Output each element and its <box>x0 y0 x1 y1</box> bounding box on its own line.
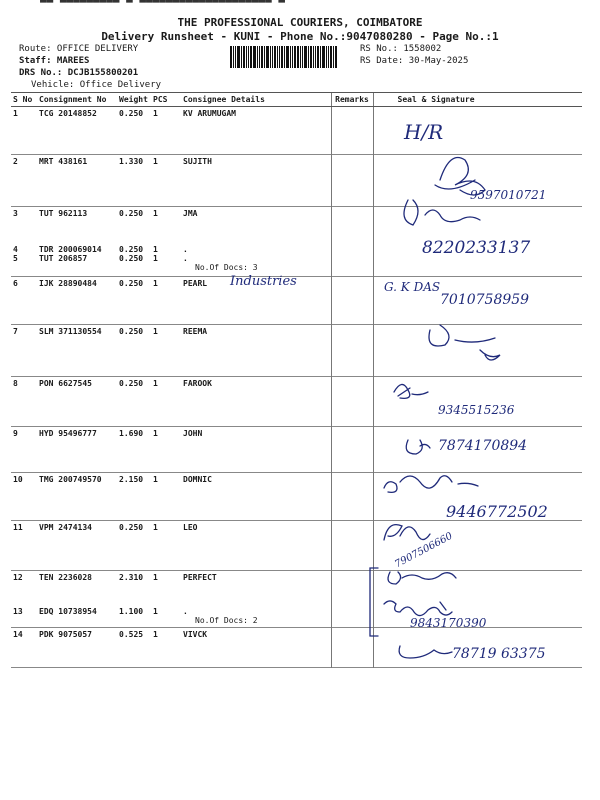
weight: 1.330 <box>119 157 144 166</box>
sno: 14 <box>13 629 23 639</box>
name-a: . <box>183 244 188 254</box>
docs-count: No.Of Docs: 2 <box>195 615 258 625</box>
signature-10 <box>384 476 478 493</box>
signature-2 <box>435 158 485 196</box>
vehicle-label: Vehicle: Office Delivery <box>31 80 162 90</box>
consignee: PEARL <box>183 279 208 288</box>
consignee: LEO <box>183 523 198 532</box>
weight: 0.525 <box>119 629 144 639</box>
col-pcs: PCS <box>151 93 181 107</box>
pcs: 1 <box>153 279 158 288</box>
consignee: PERFECT <box>183 573 217 582</box>
handwritten-phone: 8220233137 <box>422 238 531 258</box>
weight: 0.250 <box>119 279 144 288</box>
cn-b: TUT 206857 <box>39 253 88 263</box>
consignment-no: VPM 2474134 <box>39 523 92 532</box>
rs-date: RS Date: 30-May-2025 <box>360 56 469 66</box>
cut-off-header: ▬▬ ▬▬▬▬▬▬▬▬▬ ▬ ▬▬▬▬▬▬▬▬▬▬▬▬▬▬▬▬▬▬▬▬ ▬ <box>40 0 286 7</box>
col-consignment: Consignment No <box>37 93 117 107</box>
col-sno: S No <box>11 93 37 107</box>
signature-11 <box>384 525 430 540</box>
consignment-no: TEN 2236028 <box>39 573 92 582</box>
handwritten-phone: 78719 63375 <box>452 646 546 662</box>
signature-8 <box>394 384 428 398</box>
consignment-no: HYD 95496777 <box>39 429 97 438</box>
signature-12 <box>388 572 456 584</box>
weight: 0.250 <box>119 109 144 118</box>
consignment-no: PON 6627545 <box>39 379 92 388</box>
sno: 10 <box>13 475 23 484</box>
signature-3 <box>404 200 480 225</box>
rs-number: RS No.: 1558002 <box>360 44 442 54</box>
pcs: 1 <box>153 606 158 616</box>
consignee: REEMA <box>183 327 208 336</box>
consignment-no: TUT 962113 <box>39 209 88 218</box>
weight: 1.690 <box>119 429 144 438</box>
name-a: . <box>183 606 188 616</box>
consignee: JMA <box>183 209 198 218</box>
weight: 0.250 <box>119 379 144 388</box>
consignment-no: IJK 28890484 <box>39 279 97 288</box>
signature-14 <box>399 646 452 658</box>
name-b: . <box>183 253 188 263</box>
handwritten-phone: 9345515236 <box>438 403 515 417</box>
handwritten-hr: H/R <box>404 120 444 144</box>
sno: 8 <box>13 379 18 388</box>
pcs: 1 <box>153 209 158 218</box>
consignee: KV ARUMUGAM <box>183 109 236 118</box>
pcs: 1 <box>153 523 158 532</box>
weight: 2.310 <box>119 573 144 582</box>
handwritten-phone: 9843170390 <box>410 616 487 630</box>
sno: 2 <box>13 157 18 166</box>
pcs: 1 <box>153 629 158 639</box>
weight: 0.250 <box>119 209 144 218</box>
consignment-no: MRT 438161 <box>39 157 88 166</box>
weight: 0.250 <box>119 523 144 532</box>
sno: 1 <box>13 109 18 118</box>
sno: 11 <box>13 523 23 532</box>
handwritten-phone: 7874170894 <box>438 438 528 454</box>
sno: 6 <box>13 279 18 288</box>
consignment-no: EDQ 10738954 <box>39 606 97 616</box>
sno: 7 <box>13 327 18 336</box>
staff-label: Staff: MAREES <box>19 56 90 66</box>
consignee: VIVCK <box>183 629 208 639</box>
pcs: 1 <box>153 109 158 118</box>
signature-9 <box>406 440 430 454</box>
wt-b: 0.250 <box>119 253 144 263</box>
weight: 0.250 <box>119 327 144 336</box>
weight: 1.100 <box>119 606 144 616</box>
pcs-b: 1 <box>153 253 158 263</box>
runsheet-subtitle: Delivery Runsheet - KUNI - Phone No.:9047080280 - Page No.:1 <box>101 30 499 43</box>
pcs: 1 <box>153 475 158 484</box>
consignment-no: PDK 9075057 <box>39 629 92 639</box>
consignment-no: TMG 200749570 <box>39 475 102 484</box>
pcs-a: 1 <box>153 244 158 254</box>
cn-a: TDR 200069014 <box>39 244 102 254</box>
handwritten-name: G. K DAS <box>384 280 441 294</box>
signature-7 <box>429 325 500 360</box>
consignment-no: SLM 371130554 <box>39 327 102 336</box>
handwritten-phone: 7010758959 <box>440 292 530 308</box>
sno-b: 5 <box>13 253 18 263</box>
weight: 2.150 <box>119 475 144 484</box>
docs-count: No.Of Docs: 3 <box>195 262 258 272</box>
consignee: JOHN <box>183 429 203 438</box>
bracket-12-13 <box>370 568 378 636</box>
pcs: 1 <box>153 379 158 388</box>
handwritten-note: Industries <box>230 274 297 289</box>
pcs: 1 <box>153 157 158 166</box>
pcs: 1 <box>153 327 158 336</box>
col-remarks: Remarks <box>331 93 373 107</box>
sno: 13 <box>13 606 23 616</box>
consignee: DOMNIC <box>183 475 212 484</box>
consignee: FAROOK <box>183 379 212 388</box>
pcs: 1 <box>153 573 158 582</box>
consignee: SUJITH <box>183 157 212 166</box>
company-title: THE PROFESSIONAL COURIERS, COIMBATORE <box>177 16 423 29</box>
sno: 3 <box>13 209 18 218</box>
sno: 12 <box>13 573 23 582</box>
pcs: 1 <box>153 429 158 438</box>
drs-number: DRS No.: DCJB155800201 <box>19 68 139 78</box>
handwritten-phone: 9446772502 <box>446 502 548 521</box>
wt-a: 0.250 <box>119 244 144 254</box>
signature-13 <box>384 601 452 616</box>
consignment-no: TCG 20148852 <box>39 109 97 118</box>
handwritten-phone: 7907506660 <box>393 530 455 571</box>
col-signature: Seal & Signature <box>373 93 582 107</box>
handwritten-phone: 9597010721 <box>470 188 547 202</box>
sno: 9 <box>13 429 18 438</box>
sno-a: 4 <box>13 244 18 254</box>
col-consignee: Consignee Details <box>181 93 331 107</box>
col-weight: Weight <box>117 93 151 107</box>
route-label: Route: OFFICE DELIVERY <box>19 44 139 54</box>
